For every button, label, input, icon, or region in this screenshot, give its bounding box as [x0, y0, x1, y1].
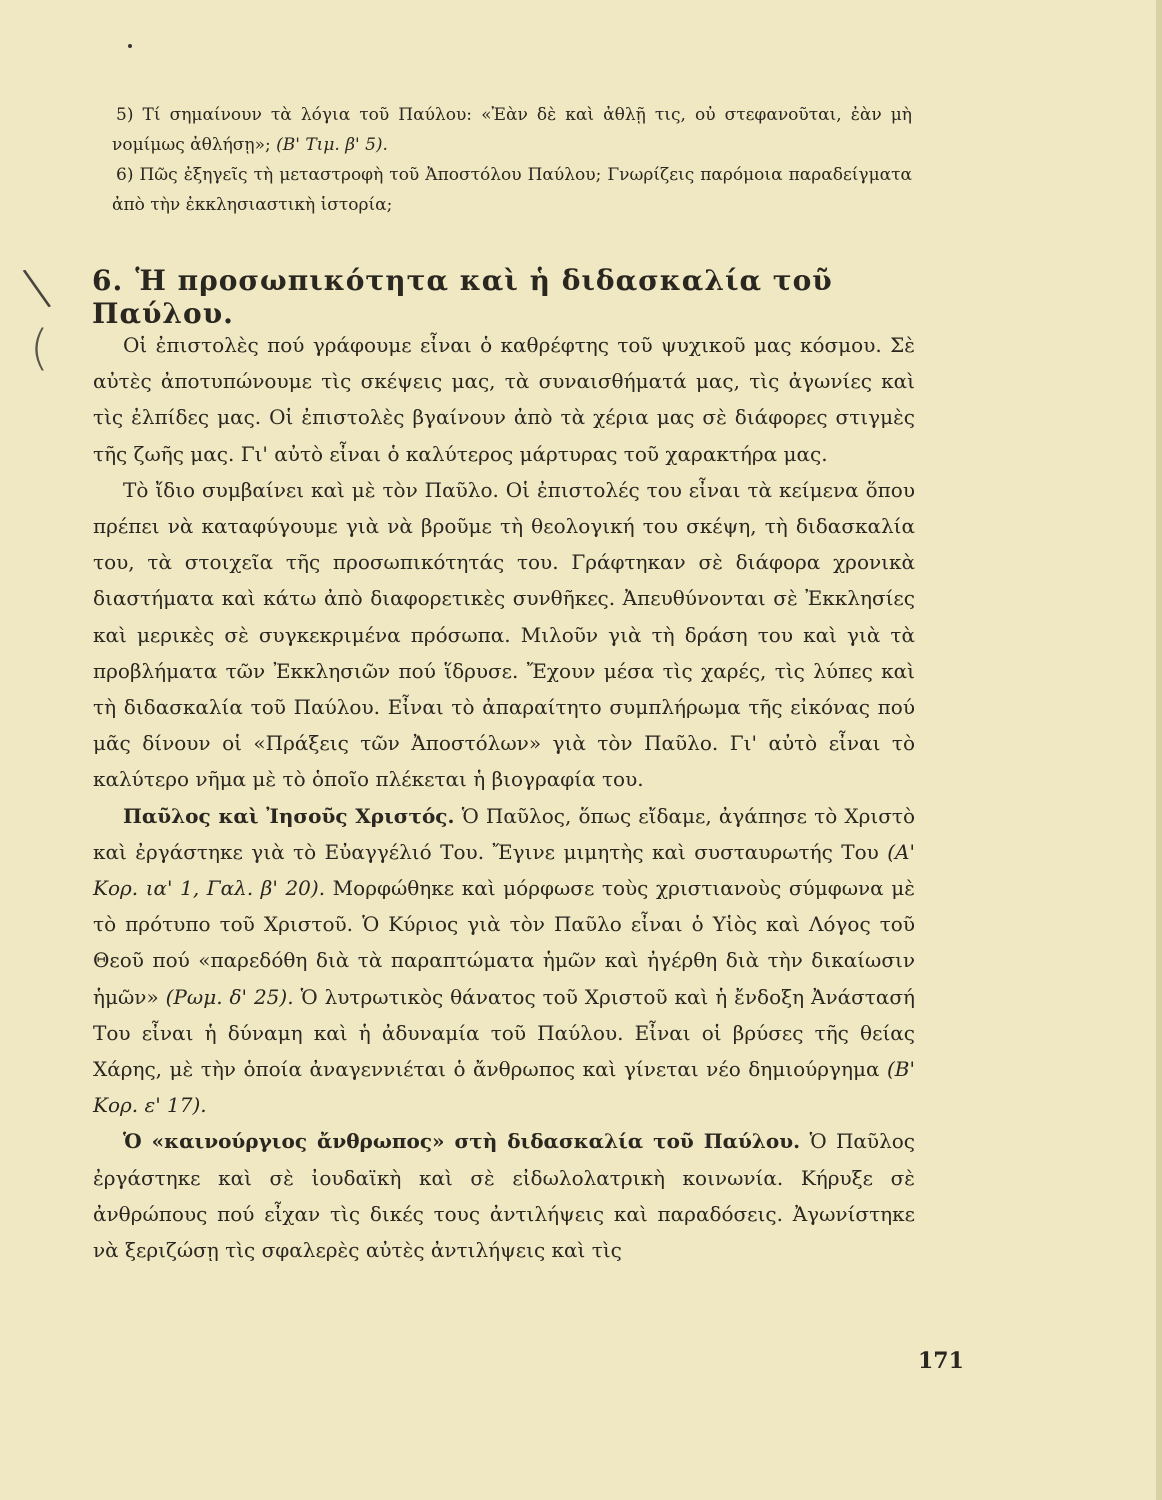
subheading-new-man: Ὁ «καινούργιος ἄνθρωπος» στὴ διδασκαλία τοῦ Παύλου.	[123, 1129, 801, 1154]
subheading-paul-christ: Παῦλος καὶ Ἰησοῦς Χριστός.	[123, 803, 455, 828]
page-number: 171	[918, 1348, 964, 1374]
section-heading	[92, 264, 922, 330]
section-number: 6.	[92, 264, 124, 297]
paragraph-3: Παῦλος καὶ Ἰησοῦς Χριστός. Ὁ Παῦλος, ὅπως εἴδαμε, ἀγάπησε τὸ Χριστὸ καὶ ἐργάστηκε γιὰ τὸ Εὐαγγέλιό Του. Ἔγινε μιμητὴς καὶ συσταυρωτής Του (Α' Κορ. ια' 1, Γαλ. β' 20). Μορφώθηκε καὶ μόρφωσε τοὺς χριστιανοὺς σύμφωνα μὲ τὸ πρότυπο τοῦ Χριστοῦ. Ὁ Κύριος γιὰ τὸν Παῦλο εἶναι ὁ Υἱὸς καὶ Λόγος τοῦ Θεοῦ πού «παρεδόθη διὰ τὰ παραπτώματα ἡμῶν καὶ ἠγέρθη διὰ τὴν δικαίωσιν ἡμῶν» (Ρωμ. δ' 25). Ὁ λυτρωτικὸς θάνατος τοῦ Χριστοῦ καὶ ἡ ἔνδοξη Ἀνάστασή Του εἶναι ἡ δύναμη καὶ ἡ ἀδυναμία τοῦ Παύλου. Εἶναι οἱ βρύσες τῆς θείας Χάρης, μὲ τὴν ὁποία ἀναγεννιέται ὁ ἄνθρωπος καὶ γίνεται νέο δημιούργημα (Β' Κορ. ε' 17).	[93, 803, 916, 1118]
body-text	[93, 327, 915, 1268]
exercise-6: 6) Πῶς ἐξηγεῖς τὴ μεταστροφὴ τοῦ Ἀποστόλου Παύλου; Γνωρίζεις παρόμοια παραδείγματα ἀπὸ τὴν ἐκκλησιαστικὴ ἱστορία;	[112, 165, 912, 215]
paragraph-4: Ὁ «καινούργιος ἄνθρωπος» στὴ διδασκαλία τοῦ Παύλου. Ὁ Παῦλος ἐργάστηκε καὶ σὲ ἰουδαϊκὴ καὶ σὲ εἰδωλολατρικὴ κοινωνία. Κήρυξε σὲ ἀνθρώπους πού εἶχαν τὶς δικές τους ἀντιλήψεις καὶ παραδόσεις. Ἀγωνίστηκε νὰ ξεριζώσῃ τὶς σφαλερὲς αὐτὲς ἀντιλήψεις καὶ τὶς	[93, 1129, 915, 1263]
pencil-bracket-icon: (	[30, 320, 49, 376]
paragraph-2: Τὸ ἴδιο συμβαίνει καὶ μὲ τὸν Παῦλο. Οἱ ἐπιστολές του εἶναι τὰ κείμενα ὅπου πρέπει νὰ καταφύγουμε γιὰ νὰ βροῦμε τὴ θεολογική του σκέψη, τὴ διδασκαλία του, τὰ στοιχεῖα τῆς προσωπικότητάς του. Γράφτηκαν σὲ διάφορα χρονικὰ διαστήματα καὶ κάτω ἀπὸ διαφορετικὲς συνθῆκες. Ἀπευθύνονται σὲ Ἐκκλησίες καὶ μερικὲς σὲ συγκεκριμένα πρόσωπα. Μιλοῦν γιὰ τὴ δράση του καὶ γιὰ τὰ προβλήματα τῶν Ἐκκλησιῶν πού ἵδρυσε. Ἔχουν μέσα τὶς χαρές, τὶς λύπες καὶ τὴ διδασκαλία τοῦ Παύλου. Εἶναι τὸ ἀπαραίτητο συμπλήρωμα τῆς εἰκόνας πού μᾶς δίνουν οἱ «Πράξεις τῶν Ἀποστόλων» γιὰ τὸν Παῦλο. Γι' αὐτὸ εἶναι τὸ καλύτερο νῆμα μὲ τὸ ὁποῖο πλέκεται ἡ βιογραφία του.	[93, 477, 915, 792]
section-title: Ἡ προσωπικότητα καὶ ἡ διδασκαλία τοῦ Παύλου.	[92, 264, 833, 330]
exercise-questions	[112, 100, 912, 220]
ink-speck	[128, 44, 132, 48]
exercise-5: 5) Τί σημαίνουν τὰ λόγια τοῦ Παύλου: «Ἐὰν δὲ καὶ ἀθλῇ τις, οὐ στεφανοῦται, ἐὰν μὴ νομίμως ἀθλήσῃ»; (Β' Τιμ. β' 5).	[112, 105, 912, 155]
paragraph-1: Οἱ ἐπιστολὲς πού γράφουμε εἶναι ὁ καθρέφτης τοῦ ψυχικοῦ μας κόσμου. Σὲ αὐτὲς ἀποτυπώνουμε τὶς σκέψεις μας, τὰ συναισθήματά μας, τὶς ἀγωνίες καὶ τὶς ἐλπίδες μας. Οἱ ἐπιστολὲς βγαίνουν ἀπὸ τὰ χέρια μας σὲ διάφορες στιγμὲς τῆς ζωῆς μας. Γι' αὐτὸ εἶναι ὁ καλύτερος μάρτυρας τοῦ χαρακτήρα μας.	[93, 333, 915, 466]
pencil-mark-icon: \	[19, 256, 55, 320]
